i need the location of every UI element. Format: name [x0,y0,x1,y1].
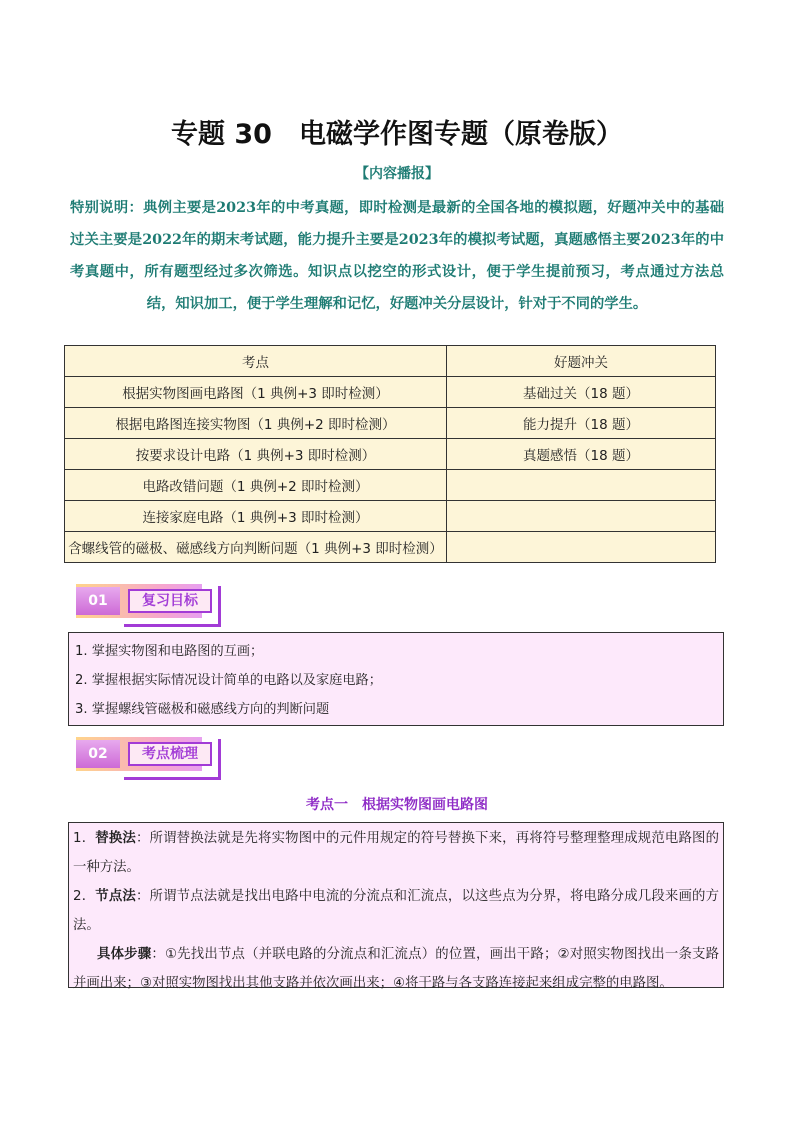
content-broadcast-heading: 【内容播报】 [355,166,439,182]
table-cell: 按要求设计电路（1 典例+3 即时检测） [65,439,447,470]
section-label: 复习目标 [128,589,212,613]
table-cell [446,532,715,563]
method-number: 1． [73,831,96,846]
review-goals-box [68,632,724,726]
table-cell: 含螺线管的磁极、磁感线方向判断问题（1 典例+3 即时检测） [65,532,447,563]
method-node [73,882,719,940]
table-row [65,532,716,563]
table-row [65,377,716,408]
table-header-cell: 考点 [65,346,447,377]
methods-box [68,822,724,991]
topics-table [64,345,716,563]
table-row [65,408,716,439]
table-header-cell: 好题冲关 [446,346,715,377]
table-cell [446,501,715,532]
method-text: ：所谓替换法就是先将实物图中的元件用规定的符号替换下来，再将符号整理整理成规范电路图的一种方法。 [73,831,720,875]
table-cell: 基础过关（18 题） [446,377,715,408]
method-term: 替换法 [95,831,136,846]
table-cell: 真题感悟（18 题） [446,439,715,470]
method-text: ：所谓节点法就是找出电路中电流的分流点和汇流点，以这些点为分界，将电路分成几段来画的方法。 [73,889,720,933]
section-number: 01 [76,587,120,615]
table-row [65,439,716,470]
goal-item: 3. 掌握螺线管磁极和磁感线方向的判断问题 [75,702,330,717]
intro-paragraph: 特别说明：典例主要是2023年的中考真题，即时检测是最新的全国各地的模拟题，好题冲关中的基础过关主要是2022年的期末考试题，能力提升主要是2023年的模拟考试题，真题感悟主要2023年的中考真题中，所有题型经过多次筛选。知识点以挖空的形式设计，便于学生提前预习，考点通过方法总结，知识加工，便于学生理解和记忆，好题冲关分层设计，针对于不同的学生。 [70,200,724,312]
table-row [65,501,716,532]
page-title: 专题 30 电磁学作图专题（原卷版） [171,119,623,150]
method-substitution [73,824,719,882]
goal-item: 2. 掌握根据实际情况设计简单的电路以及家庭电路； [75,673,382,688]
section-number: 02 [76,740,120,768]
key-point-title: 考点一 根据实物图画电路图 [306,797,488,813]
method-number: 2． [73,889,96,904]
goal-item: 1. 掌握实物图和电路图的互画； [75,644,264,659]
method-term: 具体步骤 [97,947,152,962]
section-label: 考点梳理 [128,742,212,766]
section-header-review-goals [72,584,222,628]
table-cell: 能力提升（18 题） [446,408,715,439]
section-header-key-points [72,737,222,781]
method-term: 节点法 [95,889,136,904]
table-row [65,470,716,501]
table-header-row [65,346,716,377]
table-cell: 根据电路图连接实物图（1 典例+2 即时检测） [65,408,447,439]
table-cell: 根据实物图画电路图（1 典例+3 即时检测） [65,377,447,408]
table-cell: 电路改错问题（1 典例+2 即时检测） [65,470,447,501]
method-text: ：①先找出节点（并联电路的分流点和汇流点）的位置，画出干路；②对照实物图找出一条支路并画出来；③对照实物图找出其他支路并依次画出来；④将干路与各支路连接起来组成完整的电路图。 [73,947,720,991]
method-steps [73,940,719,998]
table-cell [446,470,715,501]
table-cell: 连接家庭电路（1 典例+3 即时检测） [65,501,447,532]
